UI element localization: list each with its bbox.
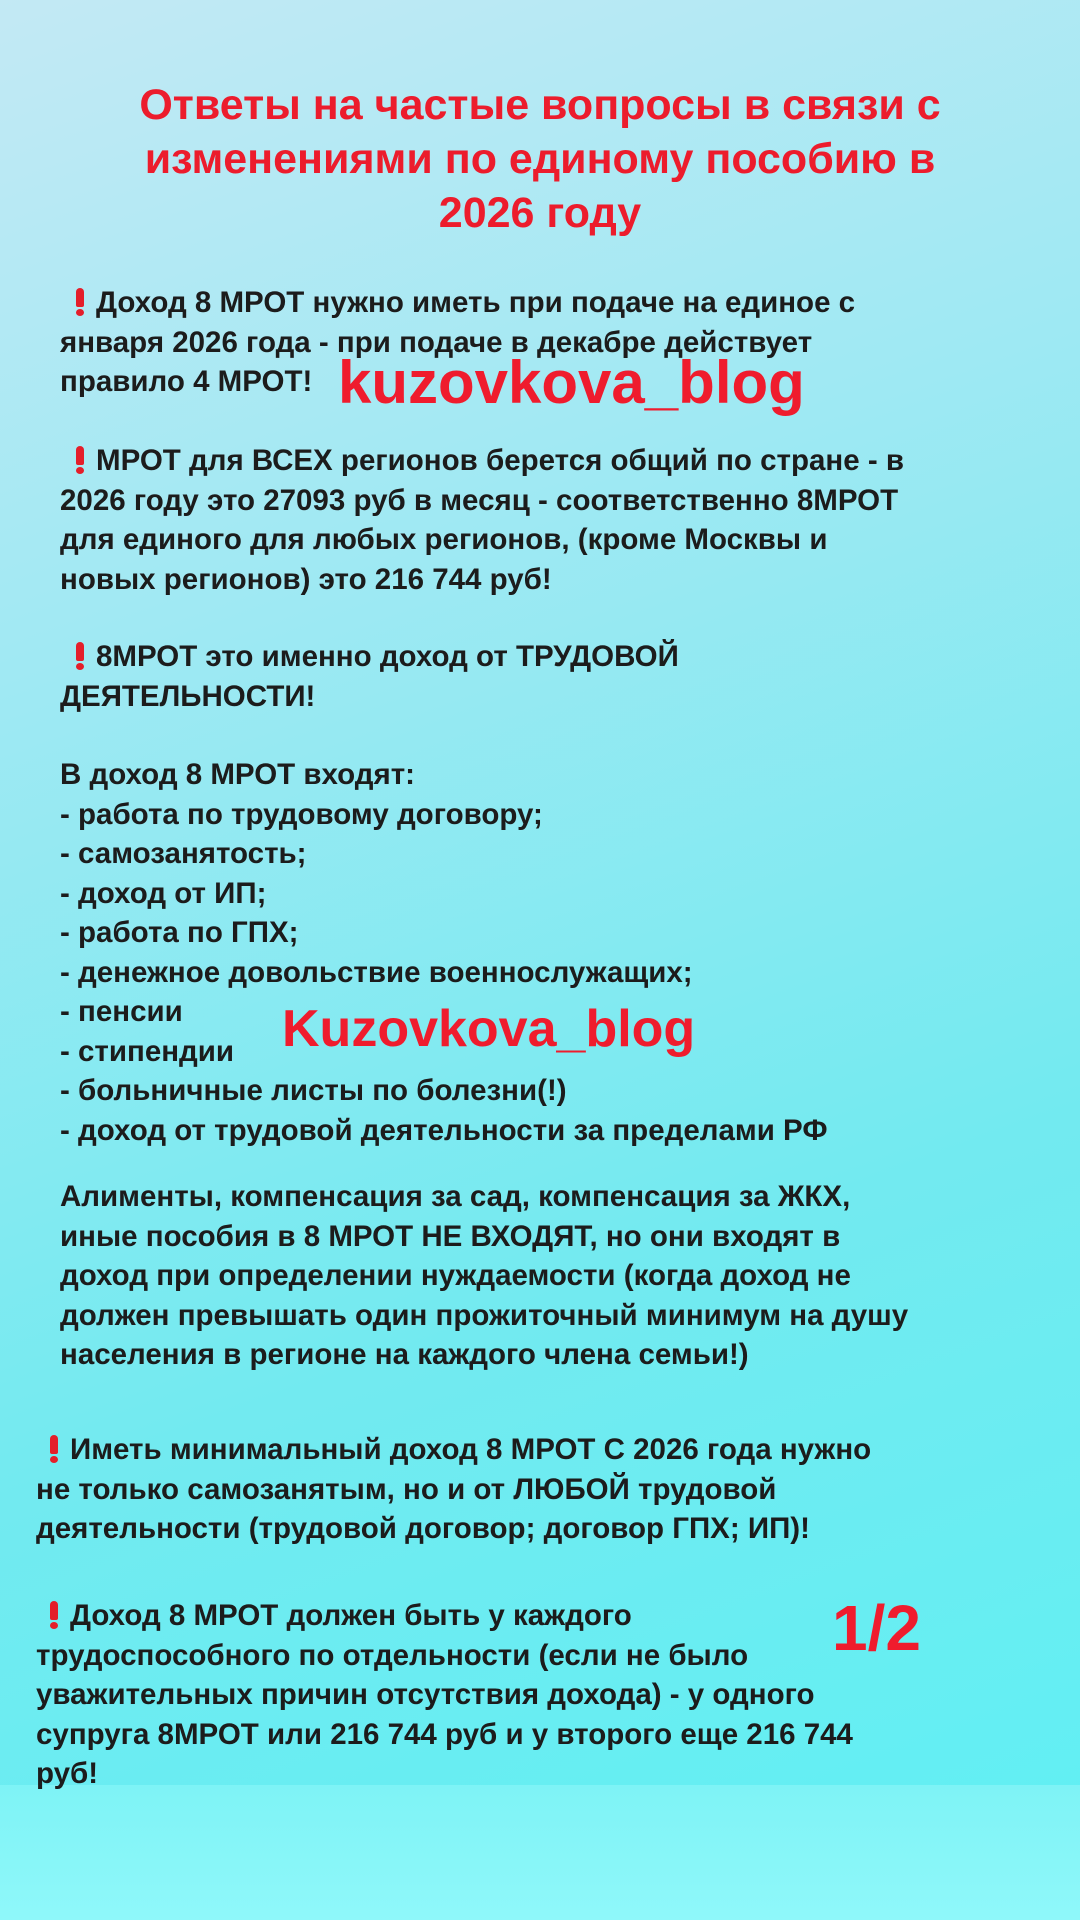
paragraph-excluded-income	[60, 1177, 908, 1375]
text-line: Доход 8 МРОТ должен быть у каждого	[36, 1596, 853, 1636]
list-item: - больничные листы по болезни(!)	[60, 1074, 567, 1107]
exclamation-icon	[74, 446, 86, 473]
text-line: иные пособия в 8 МРОТ НЕ ВХОДЯТ, но они входят в	[60, 1219, 841, 1253]
title-line: изменениями по единому пособию в	[144, 135, 936, 183]
bottom-band	[0, 1785, 1080, 1920]
text-line: супруга 8МРОТ или 216 744 руб и у второго еще 216 744	[36, 1717, 853, 1751]
watermark-top: kuzovkova_blog	[338, 349, 805, 416]
list-item: - пенсии	[60, 995, 183, 1028]
text-line: уважительных причин отсутствия дохода) - у одного	[36, 1678, 815, 1711]
text-line: для единого для любых регионов, (кроме Москвы и	[60, 523, 828, 556]
text-line: не только самозанятым, но и от ЛЮБОЙ трудовой	[36, 1472, 777, 1506]
page-title	[60, 78, 1020, 240]
list-item: - работа по трудовому договору;	[60, 797, 543, 831]
exclamation-icon	[48, 1601, 60, 1628]
income-included-list	[60, 755, 828, 1150]
text-line: января 2026 года - при подаче в декабре действует	[60, 325, 813, 359]
text-line: Иметь минимальный доход 8 МРОТ С 2026 года нужно	[36, 1430, 871, 1470]
list-item: - работа по ГПХ;	[60, 916, 299, 949]
page-indicator: 1/2	[832, 1592, 921, 1664]
list-item: - доход от ИП;	[60, 876, 267, 910]
text-line: должен превышать один прожиточный минимум на душу	[60, 1298, 909, 1332]
text-line: правило 4 МРОТ!	[60, 365, 313, 398]
text-line: ДЕЯТЕЛЬНОСТИ!	[60, 679, 316, 713]
text-line: доход при определении нуждаемости (когда доход не	[60, 1259, 851, 1292]
exclamation-icon	[74, 288, 86, 315]
exclamation-icon	[48, 1435, 60, 1462]
title-line: 2026 году	[438, 189, 642, 237]
list-item: - доход от трудовой деятельности за пределами РФ	[60, 1113, 828, 1147]
list-item: - стипендии	[60, 1034, 235, 1068]
text-line: трудоспособного по отдельности (если не было	[36, 1638, 749, 1672]
paragraph-min-income-2026	[36, 1430, 871, 1549]
list-item: - денежное довольствие военнослужащих;	[60, 955, 693, 989]
list-heading: В доход 8 МРОТ входят:	[60, 758, 416, 791]
exclamation-icon	[74, 642, 86, 669]
paragraph-labor-income	[60, 637, 679, 716]
watermark-middle: Kuzovkova_blog	[282, 1000, 696, 1058]
text-line: 8МРОТ это именно доход от ТРУДОВОЙ	[60, 637, 679, 677]
paragraph-each-spouse	[36, 1596, 853, 1794]
text-line: руб!	[36, 1757, 99, 1790]
text-line: новых регионов) это 216 744 руб!	[60, 562, 552, 596]
text-line: МРОТ для ВСЕХ регионов берется общий по стране - в	[60, 441, 904, 481]
text-line: 2026 году это 27093 руб в месяц - соответственно 8МРОТ	[60, 483, 899, 517]
text-line: деятельности (трудовой договор; договор ГПХ; ИП)!	[36, 1512, 810, 1545]
title-line: Ответы на частые вопросы в связи с	[139, 81, 941, 129]
text-line: Алименты, компенсация за сад, компенсация за ЖКХ,	[60, 1180, 851, 1213]
text-line: населения в регионе на каждого члена семьи!)	[60, 1338, 749, 1371]
list-item: - самозанятость;	[60, 837, 307, 870]
paragraph-mrot-regions	[60, 441, 904, 599]
text-line: Доход 8 МРОТ нужно иметь при подаче на единое с	[60, 283, 855, 323]
